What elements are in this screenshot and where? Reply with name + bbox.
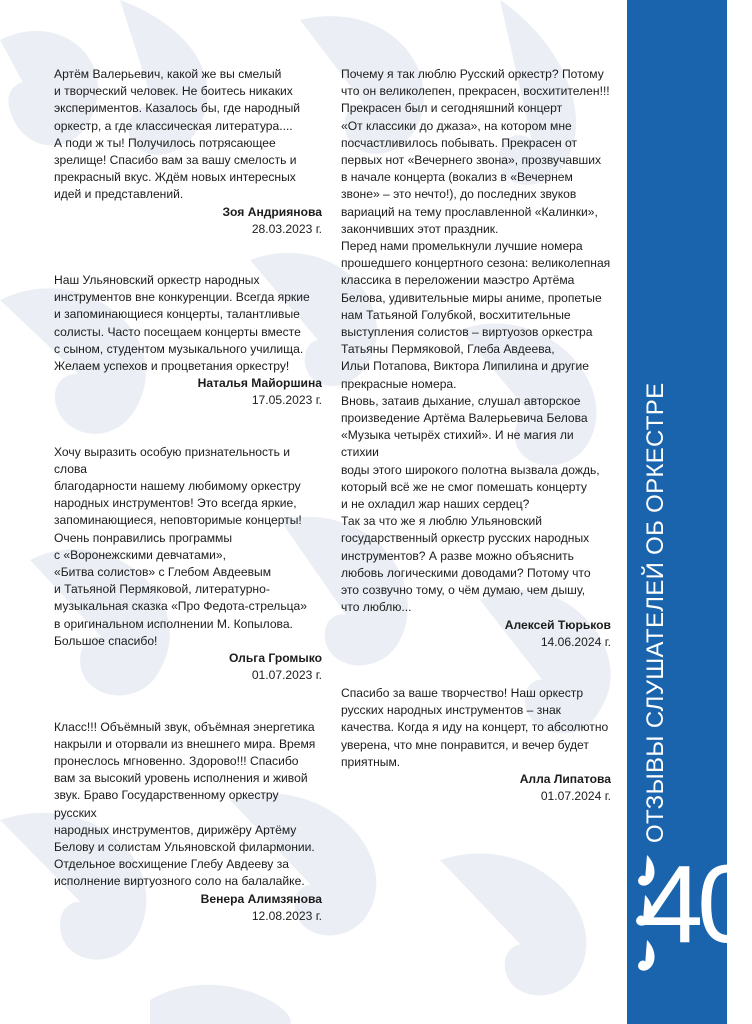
review-author: Ольга Громыко — [228, 651, 322, 666]
review-date: 12.08.2023 г. — [251, 908, 322, 923]
right-reviews-column — [341, 66, 611, 839]
section-title: ОТЗЫВЫ СЛУШАТЕЛЕЙ ОБ ОРКЕСТРЕ — [642, 382, 669, 843]
page-number: 40 — [642, 843, 752, 966]
review-date: 28.03.2023 г. — [251, 221, 322, 236]
review-aleksey — [341, 66, 611, 651]
review-text: Спасибо за ваше творчество! Наш оркестр русских народных инструментов – знак качества. Когда я иду на концерт, то абсолютно уверена, что мне понравится, и вечер будет приятным. — [341, 685, 609, 769]
review-alla — [341, 685, 611, 805]
review-olga — [54, 444, 322, 685]
left-reviews-column — [54, 66, 322, 959]
review-date: 14.06.2024 г. — [540, 634, 611, 649]
review-author: Алла Липатова — [519, 771, 611, 786]
review-natalya — [54, 272, 322, 410]
review-venera — [54, 719, 322, 925]
review-text: Артём Валерьевич, какой же вы смелый и творческий человек. Не боитесь никаких экспериментов. Казалось бы, где народный оркестр, а где классическая литература.... А поди ж ты! Получилось потрясающее зрелище! Спасибо вам за вашу смелость и прекрасный вкус. Ждём новых интересных идей и представлений. — [54, 67, 301, 202]
review-text: Наш Ульяновский оркестр народных инструментов вне конкуренции. Всегда яркие и запоминающиеся концерты, талантливые солисты. Часто посещаем концерты вместе с сыном, студентом музыкального училища. Желаем успехов и процветания оркестру! — [54, 273, 310, 374]
review-date: 17.05.2023 г. — [251, 393, 322, 408]
review-date: 01.07.2024 г. — [540, 789, 611, 804]
review-date: 01.07.2023 г. — [251, 668, 322, 683]
review-text: Почему я так люблю Русский оркестр? Потому что он великолепен, прекрасен, восхитителен!!! Прекрасен был и сегодняшний концерт «От классики до джаза», на котором мне посчастливилось побывать. Прекрасен от первых нот «Вечернего звона», прозвучавших в начале концерта (вокализ в «Вечернем звоне» – это нечто!), до последних звуков вариаций на тему прославленной «Калинки», закончивших этот праздник. Перед нами промелькнули лучшие номера прошедшего концертного сезона: великолепная классика в переложении маэстро Артёма Белова, удивительные миры аниме, пропетые нам Татьяной Голубкой, восхитительные выступления солистов – виртуозов оркестра Татьяны Пермяковой, Глеба Авдеева, Ильи Потапова, Виктора Липилина и другие прекрасные номера. Вновь, затаив дыхание, слушал авторское произведение Артёма Валерьевича Белова «Музыка четырёх стихий». И не магия ли стихии воды этого широкого полотна вызвала дождь, который всё же не смог помешать концерту и не охладил жар наших сердец? Так за что же я люблю Ульяновский государственный оркестр русских народных инструментов? А разве можно объяснить любовь логическими доводами? Потому что это созвучно тому, о чём думаю, чем дышу, что люблю... — [341, 67, 611, 615]
review-text: Класс!!! Объёмный звук, объёмная энергетика накрыли и оторвали из внешнего мира. Время пронеслось мгновенно. Здорово!!! Спасибо вам за высокий уровень исполнения и живой звук. Браво Государственному оркестру русских народных инструментов, дирижёру Артёму Белову и солистам Ульяновской филармонии. Отдельное восхищение Глебу Авдееву за исполнение виртуозного соло на балалайке. — [54, 719, 316, 889]
review-zoya — [54, 66, 322, 238]
review-author: Наталья Майоршина — [197, 376, 322, 391]
review-text: Хочу выразить особую признательность и слова благодарности нашему любимому оркестру народных инструментов! Это всегда яркие, запоминающиеся, неповторимые концерты! Очень понравились программы с «Воронежскими девчатами», «Битва солистов» с Глебом Авдеевым и Татьяной Пермяковой, литературно- музыкальная сказка «Про Федота-стрельца» в оригинальном исполнении М. Копылова. Большое спасибо! — [54, 444, 308, 648]
review-author: Зоя Андриянова — [222, 204, 322, 219]
review-author: Венера Алимзянова — [200, 891, 322, 906]
review-author: Алексей Тюрьков — [504, 617, 611, 632]
